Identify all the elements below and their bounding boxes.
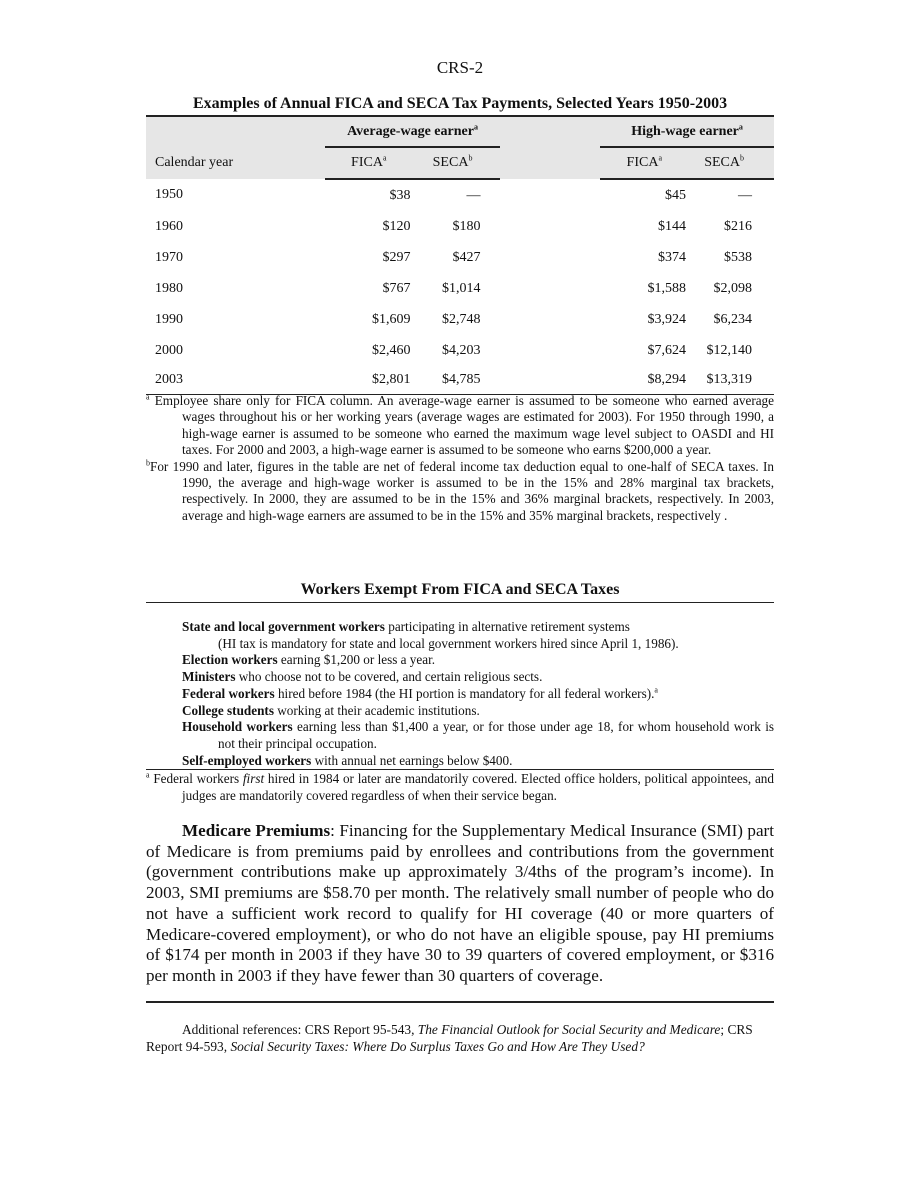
- table-footnotes: [146, 393, 774, 524]
- table-group-header: [146, 116, 774, 147]
- page-header: CRS-2: [436, 58, 484, 77]
- list-item: Self-employed workers with annual net earnings below $400.: [182, 752, 513, 768]
- table-row: 1980 $767 $1,014 $1,588 $2,098: [155, 280, 752, 296]
- exempt-footnote: $^a$ Federal workers first hired in 1984 or later are mandatorily covered. Elected office holders, political appointees, and judges are mandatorily covered regardless of when their service began.: [146, 770, 774, 803]
- footnote-a: $^a$ Employee share only for FICA column. An average-wage earner is assumed to be someone who earned average wages throughout his or her working years (average wages are estimated for 2003). For 1950 through 1990, a high-wage earner is assumed to be someone who earned the maximum wage level subject to OASDI and HI taxes. For 2000 and 2003, a high-wage earner is assumed to be someone who earns $200,000 a year.: [146, 392, 775, 458]
- list-item: (HI tax is mandatory for state and local government workers hired since April 1, 1986).: [218, 635, 679, 651]
- table-row: 2000 $2,460 $4,203 $7,624 $12,140: [155, 342, 752, 358]
- medicare-heading: Medicare Premiums: [182, 821, 331, 840]
- list-item: Election workers earning $1,200 or less a year.: [182, 652, 436, 668]
- table-row: 2003 $2,801 $4,785 $8,294 $13,319: [146, 366, 774, 395]
- footnote-b: $^b$For 1990 and later, figures in the table are net of federal income tax deduction equal to one-half of SECA taxes. In 1990, the average and high-wage worker is assumed to be in the 15% and 28% marginal tax brackets, respectively. In 2000, they are assumed to be in the 15% and 36% marginal brackets, respectively. In 2003, average and high-wage earners are assumed to be in the 15% and 35% marginal brackets, respectively .: [146, 458, 774, 523]
- group-header-average: Average-wage earner$^a$: [325, 116, 501, 147]
- exempt-section-title: Workers Exempt From FICA and SECA Taxes: [146, 581, 774, 603]
- divider: [146, 1001, 774, 1003]
- list-item: College students working at their academic institutions.: [182, 702, 480, 718]
- column-header-high-fica: FICA$^a$: [600, 147, 686, 179]
- table-row: 1950 $38 — $45 —: [155, 187, 752, 203]
- group-header-high: High-wage earner$^a$: [600, 116, 774, 147]
- medicare-paragraph: Medicare Premiums: Financing for the Supplementary Medical Insurance (SMI) part of Medicare is from premiums paid by enrollees and contributions from the government (government contributions make up approximately 3/4ths of the program’s income). In 2003, SMI premiums are $58.70 per month. The relatively small number of people who do not have a sufficient work record to qualify for HI coverage (40 or more quarters of Medicare-covered employment), or who do not have an eligible spouse, pay HI premiums of $174 per month in 2003 if they have 30 to 39 quarters of covered employment, or $316 per month in 2003 if they have fewer than 30 quarters of coverage.: [146, 821, 774, 985]
- list-item: Household workers earning less than $1,400 a year, or for those under age 18, for whom household work is not their principal occupation.: [182, 719, 774, 751]
- list-item: State and local government workers participating in alternative retirement systems: [182, 619, 630, 634]
- table-row: 1960 $120 $180 $144 $216: [155, 218, 752, 234]
- column-header-avg-seca: SECA$^b$: [411, 147, 501, 179]
- list-item: Ministers who choose not to be covered, and certain religious sects.: [182, 669, 543, 685]
- column-header-avg-fica: FICA$^a$: [325, 147, 411, 179]
- exempt-workers-list: [182, 619, 774, 769]
- table-title: Examples of Annual FICA and SECA Tax Payments, Selected Years 1950-2003: [192, 95, 728, 112]
- table-column-header: [146, 147, 774, 179]
- divider: [146, 769, 774, 770]
- table-row: 1970 $297 $427 $374 $538: [155, 249, 752, 265]
- table-row: 1990 $1,609 $2,748 $3,924 $6,234: [155, 311, 752, 327]
- list-item: Federal workers hired before 1984 (the HI portion is mandatory for all federal workers).$^a$: [182, 685, 658, 701]
- additional-references: Additional references: CRS Report 95-543, The Financial Outlook for Social Security and Medicare; CRS Report 94-593, Social Security Taxes: Where Do Surplus Taxes Go and How Are They Used?: [146, 1022, 753, 1054]
- column-header-year: Calendar year: [146, 147, 325, 179]
- column-header-high-seca: SECA$^b$: [686, 147, 774, 179]
- tax-payments-table: [146, 115, 774, 395]
